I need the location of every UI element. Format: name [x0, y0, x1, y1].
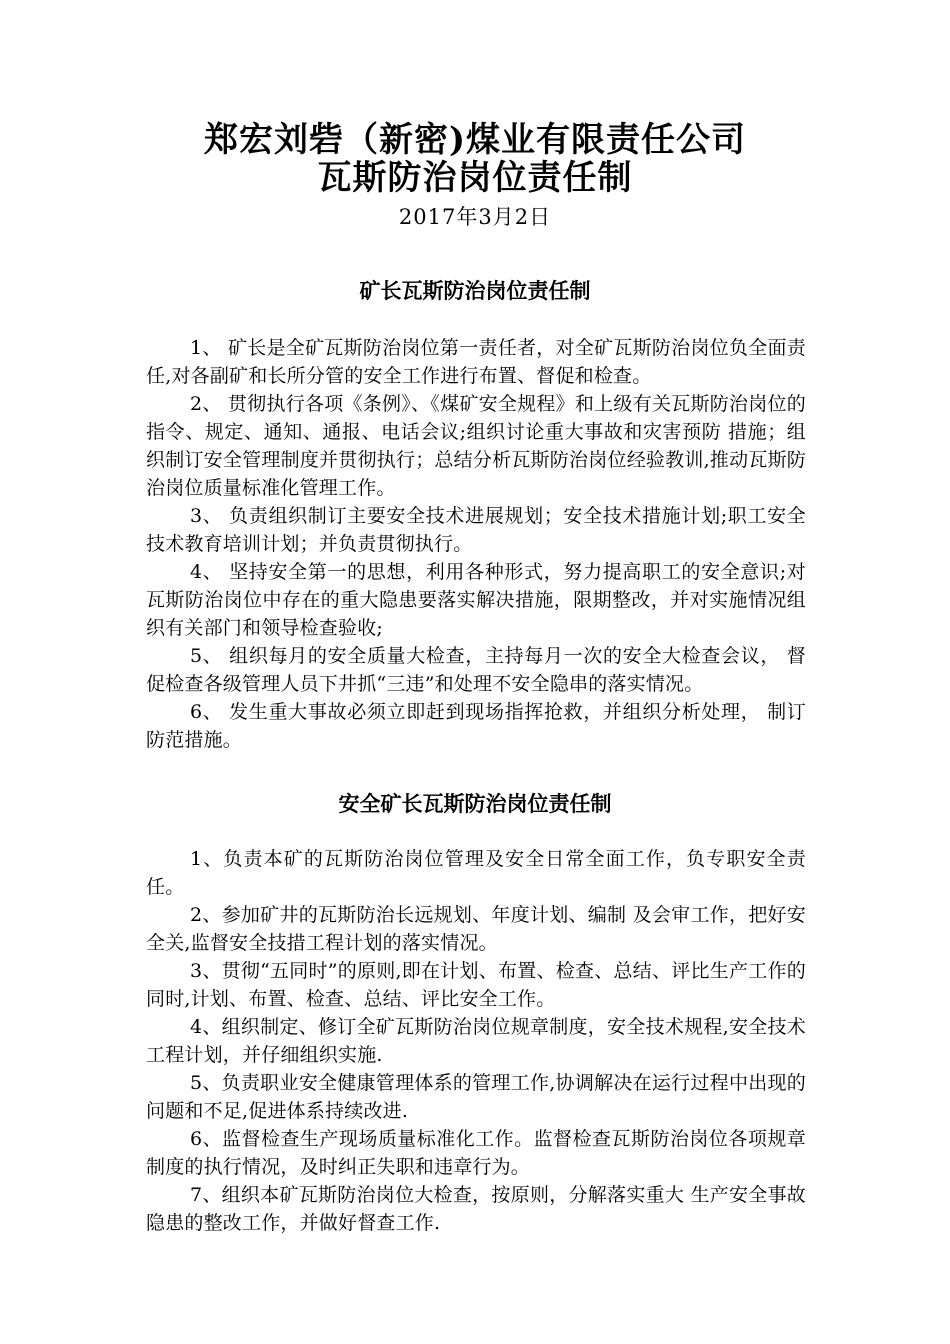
- document-title-line1: 郑宏刘砦（新密)煤业有限责任公司: [203, 120, 747, 160]
- paragraph: 4、组织制定、修订全矿瓦斯防治岗位规章制度，安全技术规程,安全技术工程计划，并仔细组织实施.: [146, 1016, 806, 1066]
- paragraph: 6、监督检查生产现场质量标准化工作。监督检查瓦斯防治岗位各项规章制度的执行情况，及时纠正失职和违章行为。: [146, 1128, 806, 1178]
- paragraph: 4、 坚持安全第一的思想，利用各种形式，努力提高职工的安全意识;对瓦斯防治岗位中存在的重大隐患要落实解决措施，限期整改，并对实施情况组织有关部门和领导检查验收;: [146, 561, 806, 639]
- paragraph: 1、 矿长是全矿瓦斯防治岗位第一责任者，对全矿瓦斯防治岗位负全面责任,对各副矿和长所分管的安全工作进行布置、督促和检查。: [146, 337, 806, 387]
- document-title-line2: 瓦斯防治岗位责任制: [317, 158, 633, 198]
- document-date: 2017年3月2日: [398, 205, 552, 229]
- section-body-safety-director: [146, 845, 806, 1237]
- section-body-mine-director: [146, 334, 806, 754]
- paragraph: 3、贯彻“五同时”的原则,即在计划、布置、检查、总结、评比生产工作的同时,计划、布置、检查、总结、评比安全工作。: [146, 960, 806, 1010]
- paragraph: 5、 组织每月的安全质量大检查，主持每月一次的安全大检查会议， 督促检查各级管理人员下井抓“三违”和处理不安全隐串的落实情况。: [146, 645, 806, 695]
- paragraph: 7、组织本矿瓦斯防治岗位大检查，按原则，分解落实重大 生产安全事故隐患的整改工作，并做好督查工作.: [146, 1184, 806, 1234]
- paragraph: 3、 负责组织制订主要安全技术进展规划；安全技术措施计划;职工安全技术教育培训计划；并负责贯彻执行。: [146, 505, 806, 555]
- paragraph: 1、负责本矿的瓦斯防治岗位管理及安全日常全面工作，负专职安全责任。: [146, 848, 806, 898]
- paragraph: 2、参加矿井的瓦斯防治长远规划、年度计划、编制 及会审工作，把好安全关,监督安全技措工程计划的落实情况。: [146, 904, 806, 954]
- section-heading-mine-director: 矿长瓦斯防治岗位责任制: [359, 279, 591, 303]
- paragraph: 2、 贯彻执行各项《条例》、《煤矿安全规程》和上级有关瓦斯防治岗位的指令、规定、通知、通报、电话会议;组织讨论重大事故和灾害预防 措施；组织制订安全管理制度并贯彻执行；总结分析瓦斯防治岗位经验教训,推动瓦斯防治岗位质量标准化管理工作。: [146, 393, 806, 499]
- paragraph: 6、 发生重大事故必须立即赶到现场指挥抢救，并组织分析处理， 制订防范措施。: [146, 701, 806, 751]
- section-heading-safety-director: 安全矿长瓦斯防治岗位责任制: [338, 792, 612, 816]
- paragraph: 5、负责职业安全健康管理体系的管理工作,协调解决在运行过程中出现的问题和不足,促进体系持续改进.: [146, 1072, 806, 1122]
